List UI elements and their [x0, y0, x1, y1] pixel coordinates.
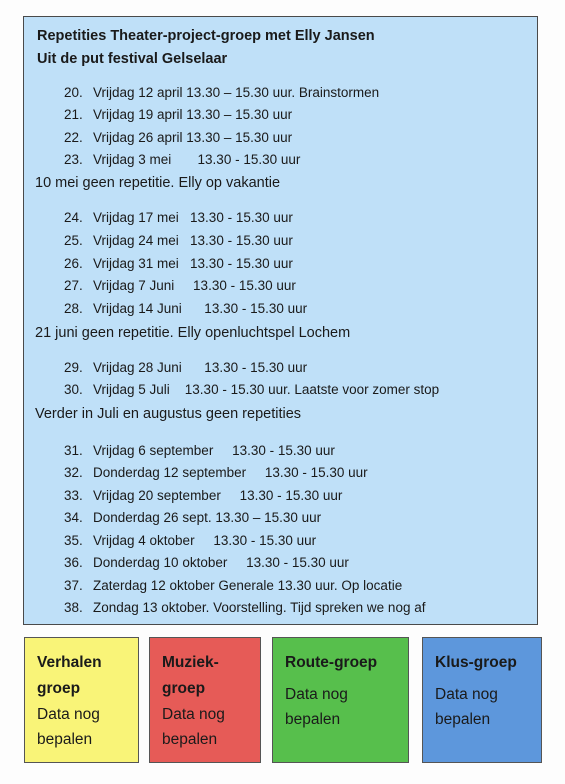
group-name: Route-groep — [285, 654, 378, 671]
session-text: Donderdag 12 september 13.30 - 15.30 uur — [93, 465, 368, 480]
session-number: 29. — [64, 360, 83, 375]
session-number: 23. — [64, 152, 83, 167]
session-text: Vrijdag 28 Juni 13.30 - 15.30 uur — [93, 360, 308, 375]
note-no-rehearsal-summer: Verder in Juli en augustus geen repetities — [35, 406, 302, 422]
session-number: 32. — [64, 465, 83, 480]
session-text: Vrijdag 4 oktober 13.30 - 15.30 uur — [93, 533, 317, 548]
session-number: 22. — [64, 130, 83, 145]
session-row — [64, 509, 321, 527]
session-text: Zaterdag 12 oktober Generale 13.30 uur. Op locatie — [93, 578, 403, 593]
group-dates: Data nog — [435, 686, 498, 703]
session-text: Vrijdag 31 mei 13.30 - 15.30 uur — [93, 256, 293, 271]
note-no-rehearsal-june: 21 juni geen repetitie. Elly openluchtspel Lochem — [35, 325, 351, 341]
session-row — [64, 554, 349, 572]
session-number: 35. — [64, 533, 83, 548]
session-number: 30. — [64, 382, 83, 397]
session-row — [64, 84, 379, 102]
session-number: 26. — [64, 256, 83, 271]
group-box-route — [272, 637, 409, 763]
session-number: 33. — [64, 488, 83, 503]
schedule-title: Repetities Theater-project-groep met Elly Jansen — [37, 28, 375, 44]
session-row — [64, 442, 335, 460]
session-row — [64, 129, 292, 147]
group-dates-line2: bepalen — [162, 731, 218, 748]
schedule-panel — [23, 16, 538, 625]
session-row — [64, 381, 439, 399]
session-number: 34. — [64, 510, 83, 525]
session-text: Vrijdag 24 mei 13.30 - 15.30 uur — [93, 233, 293, 248]
group-dates-line2: bepalen — [435, 711, 491, 728]
session-text: Zondag 13 oktober. Voorstelling. Tijd spreken we nog af — [93, 600, 426, 615]
session-row — [64, 577, 402, 595]
session-row — [64, 300, 307, 318]
session-row — [64, 359, 307, 377]
session-text: Vrijdag 6 september 13.30 - 15.30 uur — [93, 443, 335, 458]
group-name-line2: groep — [162, 680, 206, 697]
session-number: 36. — [64, 555, 83, 570]
session-row — [64, 599, 425, 617]
note-no-rehearsal-may: 10 mei geen repetitie. Elly op vakantie — [35, 175, 281, 191]
group-dates: Data nog — [37, 706, 100, 723]
session-text: Vrijdag 19 april 13.30 – 15.30 uur — [93, 107, 293, 122]
group-box-klus — [422, 637, 542, 763]
session-number: 28. — [64, 301, 83, 316]
group-box-verhalen — [24, 637, 139, 763]
session-text: Vrijdag 3 mei 13.30 - 15.30 uur — [93, 152, 301, 167]
session-number: 31. — [64, 443, 83, 458]
session-number: 20. — [64, 85, 83, 100]
group-name: Muziek- — [162, 654, 219, 671]
session-row — [64, 106, 292, 124]
session-text: Vrijdag 12 april 13.30 – 15.30 uur. Brainstormen — [93, 85, 380, 100]
session-number: 37. — [64, 578, 83, 593]
group-dates: Data nog — [162, 706, 225, 723]
group-name: Klus-groep — [435, 654, 517, 671]
group-dates-line2: bepalen — [37, 731, 93, 748]
session-text: Donderdag 26 sept. 13.30 – 15.30 uur — [93, 510, 322, 525]
session-text: Vrijdag 20 september 13.30 - 15.30 uur — [93, 488, 343, 503]
session-row — [64, 151, 300, 169]
session-text: Vrijdag 5 Juli 13.30 - 15.30 uur. Laatste voor zomer stop — [93, 382, 440, 397]
session-row — [64, 464, 368, 482]
group-name-line2: groep — [37, 680, 81, 697]
schedule-subtitle: Uit de put festival Gelselaar — [37, 51, 228, 67]
group-dates-line2: bepalen — [285, 711, 341, 728]
session-row — [64, 532, 316, 550]
session-text: Vrijdag 26 april 13.30 – 15.30 uur — [93, 130, 293, 145]
session-number: 27. — [64, 278, 83, 293]
session-number: 25. — [64, 233, 83, 248]
session-text: Vrijdag 14 Juni 13.30 - 15.30 uur — [93, 301, 308, 316]
session-number: 38. — [64, 600, 83, 615]
group-box-muziek — [149, 637, 261, 763]
group-dates: Data nog — [285, 686, 348, 703]
session-row — [64, 232, 293, 250]
session-row — [64, 209, 293, 227]
session-text: Donderdag 10 oktober 13.30 - 15.30 uur — [93, 555, 349, 570]
session-text: Vrijdag 7 Juni 13.30 - 15.30 uur — [93, 278, 296, 293]
session-row — [64, 277, 296, 295]
session-number: 21. — [64, 107, 83, 122]
session-text: Vrijdag 17 mei 13.30 - 15.30 uur — [93, 210, 293, 225]
session-row — [64, 255, 293, 273]
group-name: Verhalen — [37, 654, 102, 671]
session-number: 24. — [64, 210, 83, 225]
session-row — [64, 487, 342, 505]
